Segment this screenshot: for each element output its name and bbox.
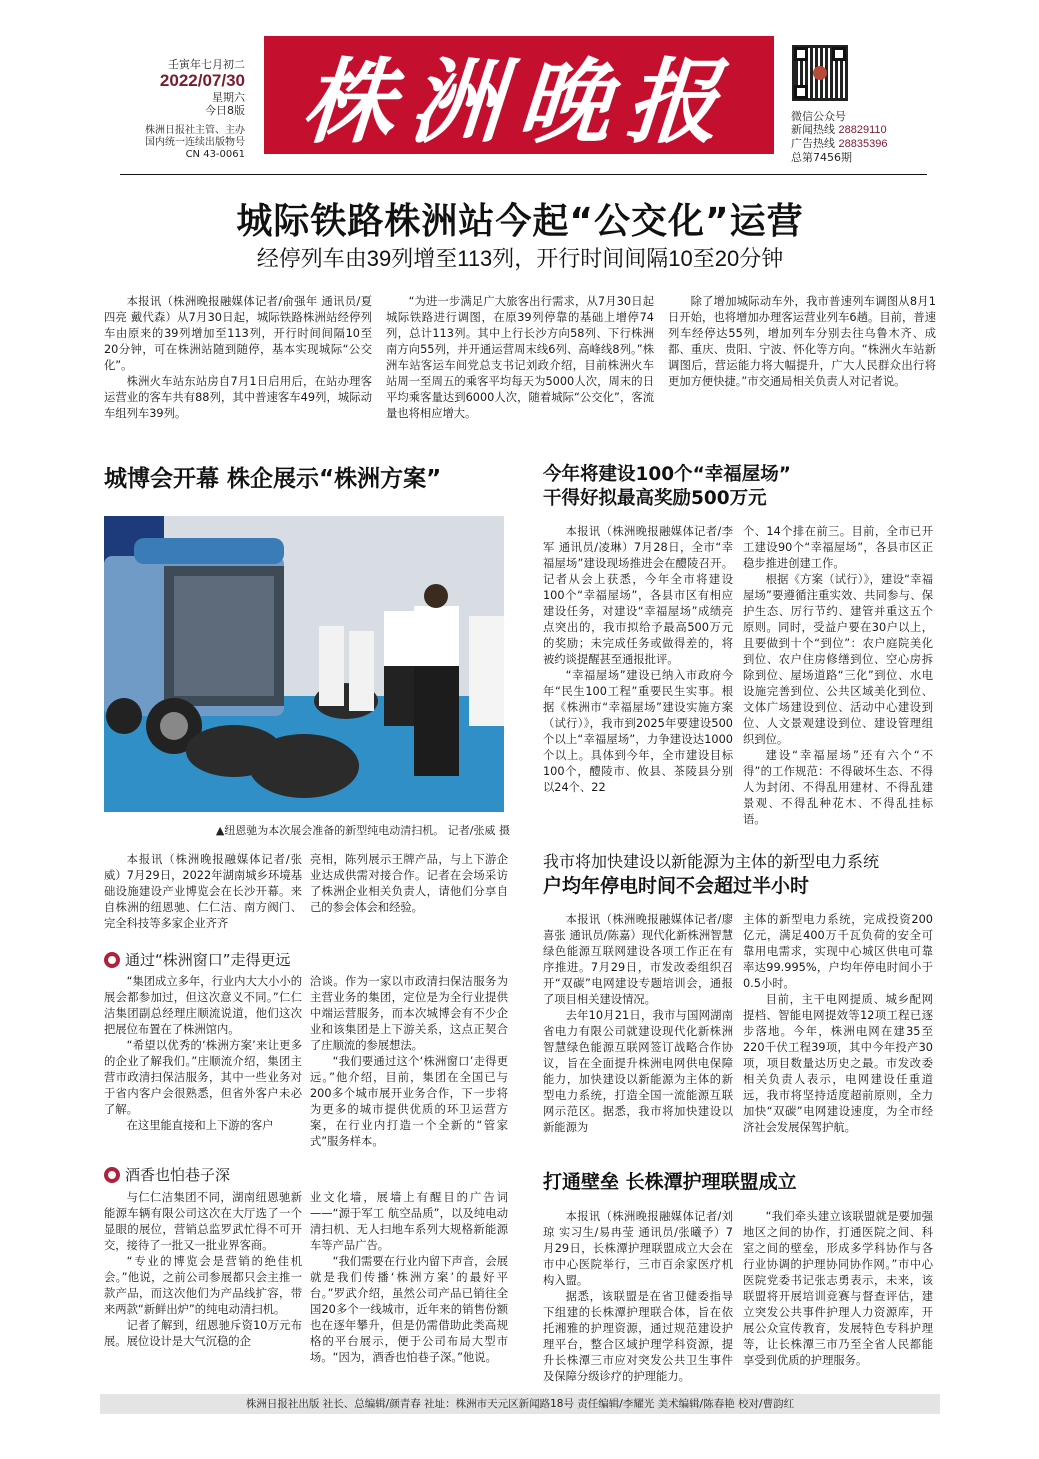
- street-sweeper-photo-icon: [104, 516, 504, 812]
- expo-section1-column-1: [104, 974, 302, 1134]
- paragraph: “我们要通过这个‘株洲窗口’走得更远。”他介绍，目前，集团在全国已与200多个城市展开业务合作，下一步将为更多的城市提供优质的环卫运营方案，在行业内打造一个全新的“管家式”服务样本。: [310, 1055, 508, 1148]
- issue-number: 总第7456期: [791, 151, 852, 164]
- paragraph: “希望以优秀的‘株洲方案’来让更多的企业了解我们。”庄顺流介绍，集团主营市政清扫保洁服务，其中一些业务对于省内客户会很熟悉，但省外客户未必了解。: [104, 1039, 302, 1116]
- paragraph: 亮相，陈列展示王牌产品，与上下游企业达成供需对接合作。记者在会场采访了株洲企业相关负责人，请他们分享自己的参会体会和经验。: [310, 853, 508, 914]
- page-footer: 株洲日报社出版 社长、总编辑/颜青春 社址：株洲市天元区新闻路18号 责任编辑/李耀光 美术编辑/陈春艳 校对/曹韵红: [100, 1394, 940, 1414]
- serial-label: 国内统一连续出版物号: [145, 137, 245, 148]
- expo-photo: [104, 516, 504, 812]
- lead-subheadline: 经停列车由39列增至113列，开行时间间隔10至20分钟: [256, 246, 784, 271]
- masthead-date-block: [120, 58, 245, 161]
- expo-section2-column-1: [104, 1190, 302, 1350]
- expo-section2-column-2: [310, 1190, 508, 1366]
- paragraph: 本报讯（株洲晚报融媒体记者/李军 通讯员/凌琳）7月28日，全市“幸福屋场”建设现场推进会在醴陵召开。记者从会上获悉，今年全市将建设100个“幸福屋场”，各县市区有相应建设任务，对建设“幸福屋场”成绩亮点突出的，我市拟给予最高500万元的奖励；未完成任务或做得差的，将被约谈提醒甚至通报批评。: [543, 525, 733, 666]
- lunar-date: 壬寅年七月初二: [168, 58, 245, 71]
- paragraph: “专业的博览会是营销的绝佳机会。”他说，之前公司参展都只会主推一款产品，而这次他们为产品线扩容，带来两款“新鲜出炉”的纯电动清扫机。: [104, 1255, 302, 1316]
- newspaper-logo: [264, 36, 774, 154]
- news-hotline-label: 新闻热线: [791, 123, 835, 136]
- paragraph: 在这里能直接和上下游的客户: [126, 1119, 274, 1132]
- paragraph: “为进一步满足广大旅客出行需求，从7月30日起城际铁路进行调图，在原39列停靠的基础上增停74列，总计113列。其中上行长沙方向58列、下行株洲南方向55列，并开通运营周末线6列、高峰线8列。”株洲车站客运车间党总支书记刘政介绍，目前株洲火车站周一至周五的乘客平均每天为5000人次，周末的日平均乘客量达到6000人次，随着城际“公交化”，客流量也将相应增大。: [386, 295, 654, 420]
- expo-headline: 城博会开幕 株企展示“株洲方案”: [104, 466, 442, 492]
- paragraph: 本报讯（株洲晚报融媒体记者/刘琼 实习生/易冉莹 通讯员/张曦予）7月29日，长株潭护理联盟成立大会在市中心医院举行，三市百余家医疗机构入盟。: [543, 1210, 733, 1287]
- headline-line-1: 今年将建设100个“幸福屋场”: [543, 464, 791, 485]
- section-title: 通过“株洲窗口”走得更远: [125, 951, 291, 969]
- lead-column-1: [104, 294, 372, 422]
- headline-line-2: 干得好拟最高奖励500万元: [543, 488, 767, 509]
- ring-bullet-icon: [104, 952, 120, 968]
- expo-intro-column-1: [104, 852, 302, 932]
- paragraph: 主体的新型电力系统，完成投资200亿元，满足400万千瓦负荷的安全可靠用电需求，实现中心城区供电可靠率达99.995%，户均年停电时间小于0.5小时。: [743, 913, 933, 990]
- newspaper-title: 株洲晚报: [298, 48, 739, 156]
- ad-hotline: [791, 137, 931, 151]
- paragraph: 目前，主干电网提质、城乡配网提档、智能电网提效等12项工程已逐步落地。今年，株洲电网在建35至220千伏工程39项，其中今年投产30项，项目数量达历史之最。市发改委相关负责人表示，电网建设任重道远，我市将坚持适度超前原则，全力加快“双碳”电网建设速度，为全市经济社会发展保驾护航。: [743, 993, 933, 1134]
- paragraph: 本报讯（株洲晚报融媒体记者/俞强年 通讯员/夏四亮 戴代森）从7月30日起，城际铁路株洲站经停列车由原来的39列增加至113列，开行时间间隔10至20分钟，可在株洲站随到随停，基本实现城际“公交化”。: [104, 295, 372, 372]
- ad-hotline-number: 28835396: [838, 138, 888, 150]
- qr-code-icon[interactable]: [792, 45, 848, 101]
- lead-headline: 城际铁路株洲站今起“公交化”运营: [236, 201, 804, 242]
- paragraph: 与仁仁洁集团不同，湖南纽恩驰新能源车辆有限公司这次在大厅选了一个显眼的展位，营销总监罗武忙得不可开交，接待了一批又一批业界客商。: [104, 1191, 302, 1252]
- nursing-column-2: [743, 1209, 933, 1369]
- paragraph: 记者了解到，纽恩驰斥资10万元布展。展位设计是大气沉稳的企: [104, 1319, 302, 1348]
- news-hotline: [791, 123, 931, 137]
- paragraph: “集团成立多年，行业内大大小小的展会都参加过，但这次意义不同。”仁仁洁集团副总经理庄顺流说道，他们这次把展位布置在了株洲馆内。: [104, 975, 302, 1036]
- paragraph: 洽谈。作为一家以市政清扫保洁服务为主营业务的集团，定位是为全行业提供中端运营服务，而本次城博会有不少企业和该集团是上下游关系，这点正契合了庄顺流的参展想法。: [310, 975, 508, 1052]
- paragraph: 去年10月21日，我市与国网湖南省电力有限公司就建设现代化新株洲智慧绿色能源互联网签订战略合作协议，旨在全面提升株洲电网供电保障能力，加快建设以新能源为主体的新型电力系统，打造全国一流能源互联网示范区。据悉，我市将加快建设以新能源为: [543, 1009, 733, 1134]
- happiness-column-1: [543, 524, 733, 796]
- paragraph: 除了增加城际动车外，我市普速列车调图从8月1日开始，也将增加办理客运营业列车6趟。目前，普速列车经停达55列，增加列车分别去往乌鲁木齐、成都、重庆、贵阳、宁波、怀化等方向。“株洲火车站新调图后，营运能力将大幅提升，广大人民群众出行将更加方便快捷。”市交通局相关负责人对记者说。: [668, 295, 936, 388]
- masthead-divider: [120, 174, 927, 175]
- news-hotline-number: 28829110: [838, 124, 887, 136]
- expo-section1-column-2: [310, 974, 508, 1150]
- paragraph: 据悉，该联盟是在省卫健委指导下组建的长株潭护理联合体，旨在依托湘雅的护理资源，通过规范建设护理平台，整合区域护理学科资源，提升长株潭三市应对突发公共卫生事件及保障分级诊疗的护理能力。: [543, 1290, 733, 1383]
- photo-caption: ▲纽恩驰为本次展会准备的新型纯电动清扫机。 记者/张威 摄: [215, 824, 510, 837]
- page-count: 今日8版: [205, 104, 245, 117]
- paragraph: “我们牵头建立该联盟就是要加强地区之间的协作，打通医院之间、科室之间的壁垒，形成多学科协作与各行业协调的护理协同协作网。”市中心医院党委书记张志勇表示，未来，该联盟将开展培训竞赛与督查评估，建立突发公共事件护理人力资源库，开展公众宣传教育，发展特色专科护理等，让长株潭三市乃至全省人民都能享受到优质的护理服务。: [743, 1210, 933, 1367]
- paragraph: 株洲火车站东站房自7月1日启用后，在站办理客运营业的客车共有88列，其中普速客车49列，城际动车组列车39列。: [104, 375, 372, 420]
- ad-hotline-label: 广告热线: [791, 137, 835, 150]
- section-title: 酒香也怕巷子深: [125, 1166, 231, 1184]
- nursing-column-1: [543, 1209, 733, 1385]
- paragraph: 个、14个排在前三。目前，全市已开工建设90个“幸福屋场”，各县市区正稳步推进创建工作。: [743, 525, 933, 570]
- cn-number: CN 43-0061: [185, 149, 245, 160]
- paragraph: 业文化墙，展墙上有醒目的广告词——“源于军工 航空品质”，以及纯电动清扫机、无人扫地车系列大规格新能源车等产品广告。: [310, 1191, 508, 1252]
- expo-section2-heading: [104, 1164, 230, 1185]
- issue-date: 2022/07/30: [159, 71, 245, 90]
- ring-bullet-icon: [104, 1167, 120, 1183]
- paragraph: 本报讯（株洲晚报融媒体记者/廖喜张 通讯员/陈嘉）现代化新株洲智慧绿色能源互联网建设各项工作正在有序推进。7月29日，市发改委组织召开“双碳”电网建设专题培训会，通报了项目相关建设情况。: [543, 913, 733, 1006]
- paragraph: 根据《方案（试行）》，建设“幸福屋场”要遵循注重实效、共同参与、保护生态、厉行节约、建管并重这五个原则。同时，受益户要在30户以上，且要做到十个“到位”：农户庭院美化到位、农户住房修缮到位、空心房拆除到位、屋场道路“三化”到位、水电设施完善到位、公共区域美化到位、文体广场建设到位、活动中心建设到位、人文景观建设到位、建设管理组织到位。: [743, 573, 933, 746]
- power-column-1: [543, 912, 733, 1136]
- weekday: 星期六: [212, 91, 245, 104]
- lead-column-3: [668, 294, 936, 390]
- power-headline: 户均年停电时间不会超过半小时: [543, 875, 810, 897]
- expo-intro-column-2: [310, 852, 508, 916]
- paragraph: “我们需要在行业内留下声音，会展就是我们传播‘株洲方案’的最好平台。”罗武介绍，虽然公司产品已销往全国20多个一线城市，近年来的销售份额也在逐年攀升，但是仍需借助此类高规格的平台展示，便于公司布局大型市场。“因为，酒香也怕巷子深。”他说。: [310, 1255, 508, 1364]
- power-kicker: 我市将加快建设以新能源为主体的新型电力系统: [543, 852, 880, 871]
- qr-label: 微信公众号: [791, 110, 846, 123]
- paragraph: 建设“幸福屋场”还有六个“不得”的工作规范：不得破坏生态、不得人为封闭、不得乱用建材、不得乱建景观、不得乱种花木、不得乱挂标语。: [743, 749, 933, 826]
- paragraph: “幸福屋场”建设已纳入市政府今年“民生100工程”重要民生实事。根据《株洲市“幸福屋场”建设实施方案（试行）》，我市到2025年要建设500个以上“幸福屋场”，力争建设达1000个以上。具体到今年，全市建设目标100个，醴陵市、攸县、茶陵县分别以24个、22: [543, 669, 733, 794]
- expo-section1-heading: [104, 949, 291, 970]
- nursing-headline: 打通壁垒 长株潭护理联盟成立: [543, 1171, 797, 1193]
- happiness-headline: [543, 463, 923, 511]
- masthead-contact-block: [791, 110, 931, 164]
- publisher: 株洲日报社主管、主办: [145, 125, 245, 136]
- lead-column-2: [386, 294, 654, 422]
- power-column-2: [743, 912, 933, 1136]
- paragraph: 本报讯（株洲晚报融媒体记者/张威）7月29日，2022年湖南城乡环境基础设施建设产业博览会在长沙开幕。来自株洲的纽恩驰、仁仁洁、南方阀门、完全科技等多家企业齐齐: [104, 853, 302, 930]
- happiness-column-2: [743, 524, 933, 828]
